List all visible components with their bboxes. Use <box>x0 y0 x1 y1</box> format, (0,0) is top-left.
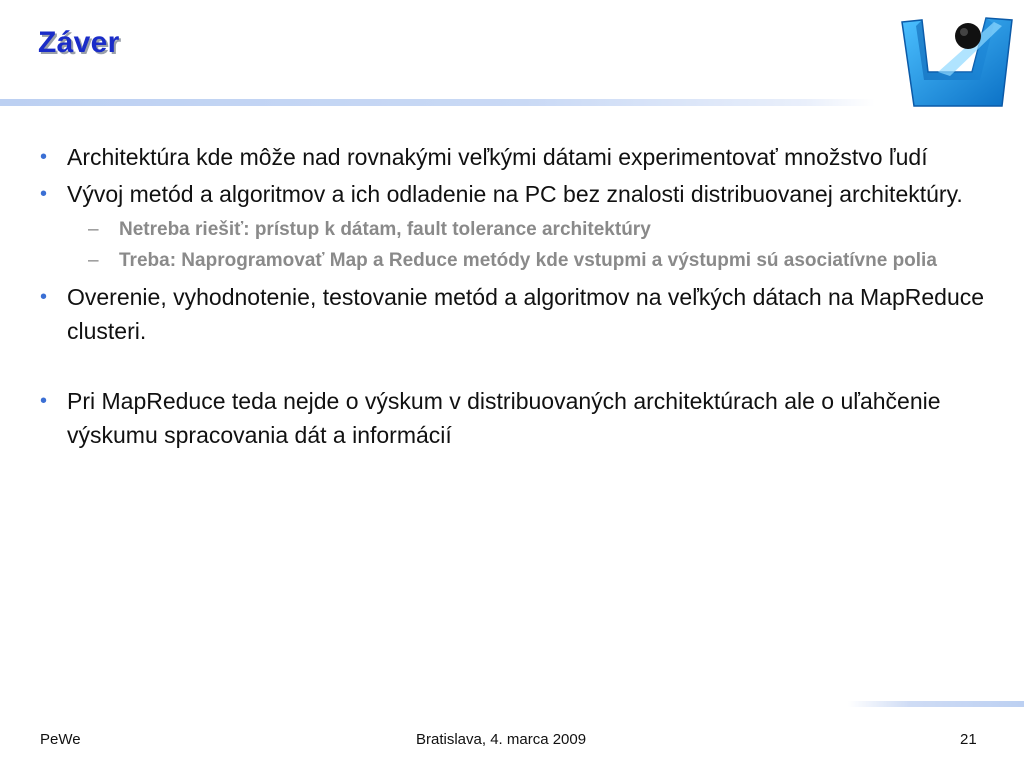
dash-icon: – <box>88 219 99 240</box>
bullet-icon: • <box>40 286 48 308</box>
bullet-icon: • <box>40 183 48 205</box>
pewe-logo-icon <box>898 14 1016 110</box>
bullet-text: Vývoj metód a algoritmov a ich odladenie na PC bez znalosti distribuovanej architektúry. <box>67 181 963 207</box>
footer-left: PeWe <box>40 731 81 748</box>
list-item <box>40 177 990 211</box>
list-item <box>40 140 990 174</box>
bullet-text: Pri MapReduce teda nejde o výskum v distribuovaných architektúrach ale o uľahčenie výskumu spracovania dát a informácií <box>67 388 941 448</box>
slide-content <box>40 140 990 455</box>
sub-list-item <box>40 245 990 276</box>
page-number: 21 <box>960 731 977 748</box>
bullet-text: Architektúra kde môže nad rovnakými veľkými dátami experimentovať množstvo ľudí <box>67 144 928 170</box>
bullet-icon: • <box>40 390 48 412</box>
dash-icon: – <box>88 250 99 271</box>
list-item <box>40 384 990 452</box>
sub-list-item <box>40 214 990 245</box>
sub-bullet-text: Treba: Naprogramovať Map a Reduce metódy kde vstupmi a výstupmi sú asociatívne polia <box>119 250 937 271</box>
sub-bullet-text: Netreba riešiť: prístup k dátam, fault tolerance architektúry <box>119 219 651 240</box>
bullet-icon: • <box>40 146 48 168</box>
slide-title: Záver <box>38 26 120 59</box>
spacer <box>40 351 990 384</box>
footer-rule <box>848 701 1024 707</box>
bullet-text: Overenie, vyhodnotenie, testovanie metód a algoritmov na veľkých dátach na MapReduce clusteri. <box>67 284 985 344</box>
footer-date: Bratislava, 4. marca 2009 <box>416 731 587 748</box>
title-underline <box>0 99 875 106</box>
list-item <box>40 280 990 348</box>
